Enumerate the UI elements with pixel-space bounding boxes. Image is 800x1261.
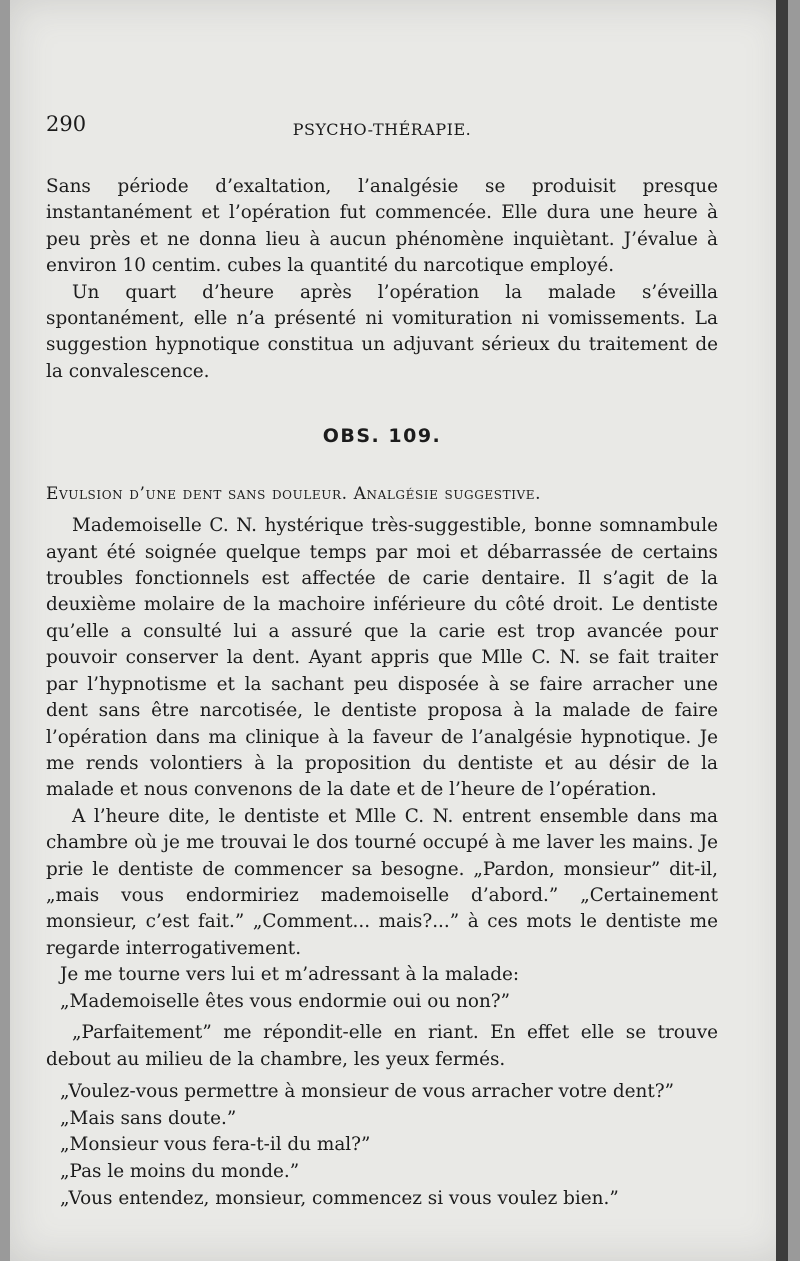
dialogue-line-6: „Vous entendez, monsieur, commencez si vous voulez bien.” [60,1187,619,1209]
intro-paragraph-1: Sans période d’exaltation, l’analgésie se produisit presque instantanément et l’opération fut commencée. Elle dura une heure à peu près et ne donna lieu à aucun phénomène inquiètant. J’évalue à environ 10 centim. cubes la quantité du narcotique employé. [46,176,718,277]
observation-paragraph-4: „Parfaitement” me répondit-elle en riant. En effet elle se trouve debout au milieu de la chambre, les yeux fermés. [46,1022,718,1070]
book-page [10,0,788,1261]
page-text [46,112,718,1212]
observation-paragraph-3: Je me tourne vers lui et m’adressant à la malade: [60,964,520,986]
dialogue-line-3: „Mais sans doute.” [60,1107,237,1129]
dialogue-line-1: „Mademoiselle êtes vous endormie oui ou non?” [60,990,511,1012]
intro-paragraph-2: Un quart d’heure après l’opération la malade s’éveilla spontanément, elle n’a présenté ni vomituration ni vomissements. La suggestion hypnotique constitua un adjuvant sérieux du traitement de la convalescence. [46,281,718,382]
dialogue-line-2: „Voulez-vous permettre à monsieur de vous arracher votre dent?” [60,1081,675,1103]
running-head: PSYCHO-THÉRAPIE. [292,120,472,139]
page-header [46,112,718,156]
dialogue-line-4: „Monsieur vous fera-t-il du mal?” [60,1134,371,1156]
page-number: 290 [46,112,87,136]
observation-title: OBS. 109. [322,425,442,448]
observation-paragraph-2: A l’heure dite, le dentiste et Mlle C. N. entrent ensemble dans ma chambre où je me trouvai le dos tourné occupé à me laver les mains. Je prie le dentiste de commencer sa besogne. „Pardon, monsieur” dit-il, „mais vous endormiriez mademoiselle d’abord.” „Certainement monsieur, c’est fait.” „Comment... mais?...” à ces mots le dentiste me regarde interrogativement. [46,805,718,959]
page-edge-shadow [776,0,788,1261]
observation-subtitle: Evulsion d’une dent sans douleur. Analgésie suggestive. [46,484,542,505]
dialogue-line-5: „Pas le moins du monde.” [60,1160,300,1182]
observation-paragraph-1: Mademoiselle C. N. hystérique très-suggestible, bonne somnambule ayant été soignée quelque temps par moi et débarrassée de certains troubles fonctionnels est affectée de carie dentaire. Il s’agit de la deuxième molaire de la machoire inférieure du côté droit. Le dentiste qu’elle a consulté lui a assuré que la carie est trop avancée pour pouvoir conserver la dent. Ayant appris que Mlle C. N. se fait traiter par l’hypnotisme et la sachant peu disposée à se faire arracher une dent sans être narcotisée, le dentiste proposa à la malade de faire l’opération dans ma clinique à la faveur de l’analgésie hypnotique. Je me rends volontiers à la proposition du dentiste et au désir de la malade et nous convenons de la date et de l’heure de l’opération. [46,515,718,801]
